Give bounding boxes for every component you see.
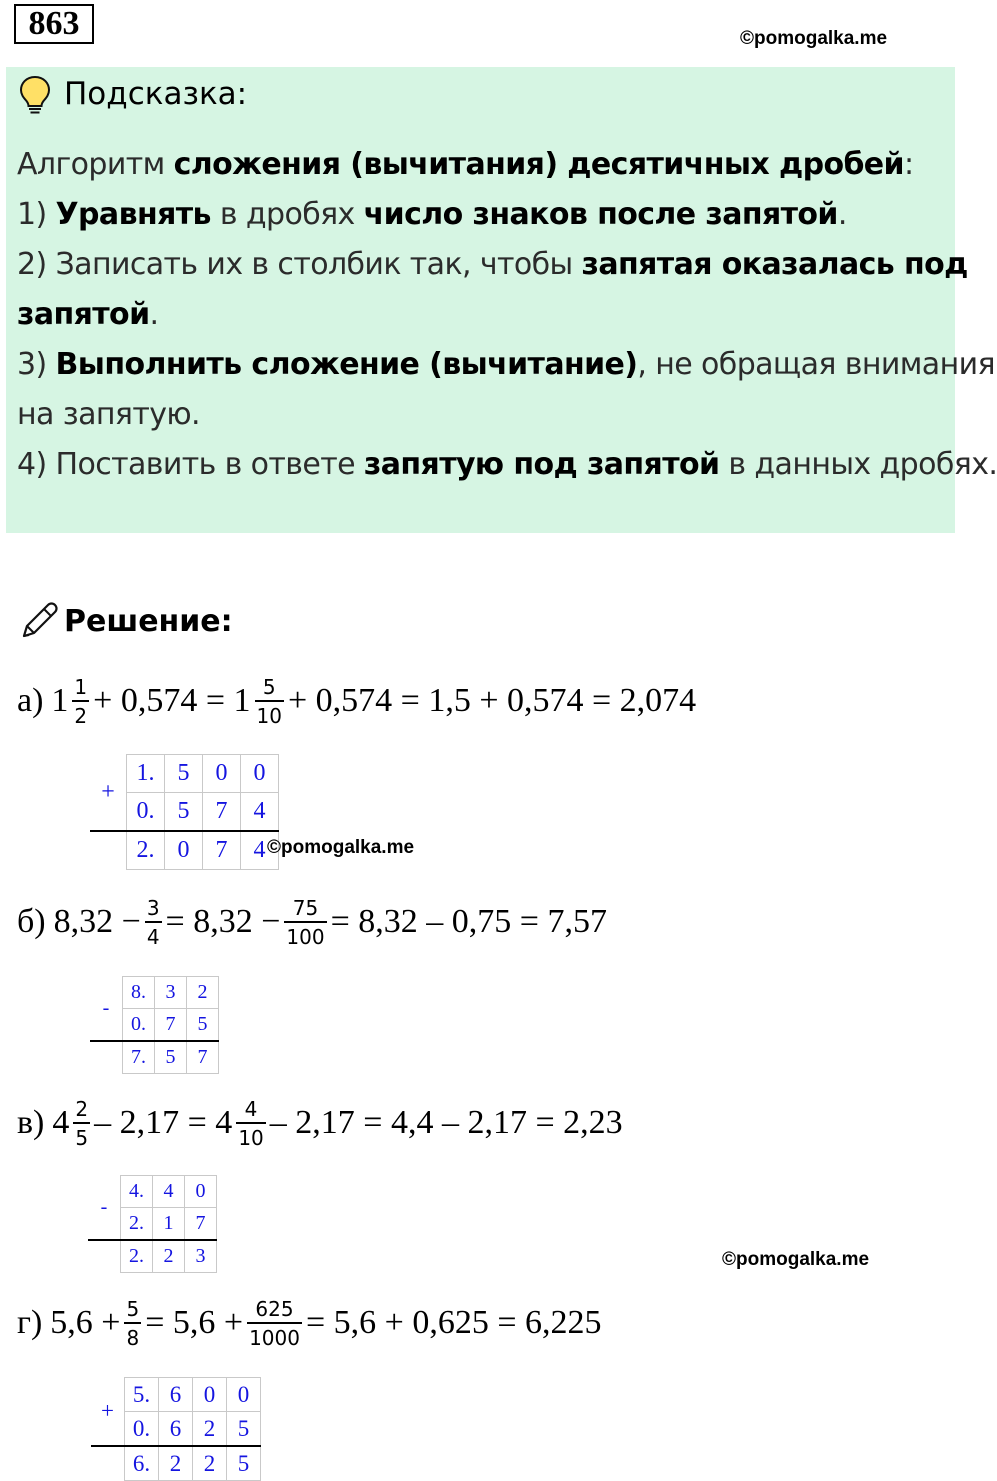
hint-bold-text: Уравнять <box>55 197 211 232</box>
fraction <box>236 1096 265 1150</box>
fraction-denominator: 1000 <box>247 1322 302 1348</box>
column-operator-spacer <box>90 831 127 870</box>
column-digit: 0 <box>227 1378 261 1412</box>
column-digit: 1. <box>127 755 165 793</box>
column-digit: 1 <box>153 1208 185 1241</box>
column-result-row <box>91 1446 261 1481</box>
fraction-numerator: 3 <box>146 895 160 920</box>
column-digit: 7 <box>203 831 241 870</box>
watermark-top: ©pomogalka.me <box>740 28 888 49</box>
hint-text-segment: 3) <box>17 347 56 382</box>
hint-bold-text: запятая оказалась под <box>581 247 968 282</box>
hint-title: Подсказка: <box>64 76 248 112</box>
column-digit: 6 <box>159 1378 193 1412</box>
column-digit: 5 <box>165 793 203 832</box>
equation-text: = 8,32 – 0,75 = 7,57 <box>330 903 607 940</box>
hint-line <box>17 140 947 190</box>
hint-text-segment: 1) <box>17 197 56 232</box>
column-digit: 0. <box>123 1009 155 1042</box>
fraction-numerator: 4 <box>244 1096 258 1121</box>
column-operator: - <box>88 1176 121 1241</box>
hint-text-segment: : <box>903 147 914 182</box>
fraction <box>145 895 162 949</box>
part-label: г) <box>17 1304 43 1341</box>
hint-text-segment: . <box>837 197 847 232</box>
column-digit: 5 <box>155 1041 187 1074</box>
fraction-numerator: 75 <box>292 895 319 920</box>
equation-text: = 5,6 + 0,625 = 6,225 <box>305 1304 602 1341</box>
column-digit: 4 <box>153 1176 185 1208</box>
hint-line <box>17 440 997 490</box>
fraction <box>247 1296 302 1350</box>
column-operator-spacer <box>91 1446 125 1481</box>
fraction <box>73 1096 90 1150</box>
column-digit: 2 <box>153 1240 185 1273</box>
fraction <box>124 1296 141 1350</box>
equation-text: 5,6 + <box>50 1304 121 1341</box>
hint-bold-text: Выполнить сложение (вычитание) <box>55 347 638 382</box>
equation-text: – 2,17 = 4,4 – 2,17 = 2,23 <box>269 1104 623 1141</box>
column-digit: 0. <box>125 1412 159 1447</box>
column-digit: 0. <box>127 793 165 832</box>
equation-text: + 0,574 = 1,5 + 0,574 = 2,074 <box>287 682 697 719</box>
hint-text-segment: в дробях <box>210 197 364 232</box>
fraction-numerator: 5 <box>126 1296 140 1321</box>
equation-line <box>17 889 607 955</box>
fraction-numerator: 1 <box>74 674 88 699</box>
watermark-middle: ©pomogalka.me <box>267 837 415 858</box>
column-calculation <box>88 1175 217 1273</box>
column-digit: 2 <box>193 1446 227 1481</box>
column-digit: 3 <box>155 977 187 1009</box>
hint-bold-text: запятой <box>17 297 150 332</box>
hint-text-segment: , не обращая внимания <box>637 347 995 382</box>
column-digit: 7 <box>203 793 241 832</box>
hint-text-segment: Алгоритм <box>17 147 174 182</box>
fraction-numerator: 625 <box>255 1296 294 1321</box>
column-digit: 4 <box>241 793 279 832</box>
equation-text: – 2,17 = 4 <box>94 1104 233 1141</box>
column-digit: 4 <box>241 831 279 870</box>
hint-text-segment: . <box>149 297 159 332</box>
hint-bold-text: число знаков после запятой <box>363 197 838 232</box>
column-digit: 5. <box>125 1378 159 1412</box>
column-digit: 3 <box>185 1240 217 1273</box>
hint-text-segment: на запятую. <box>17 397 200 432</box>
column-digit: 0 <box>165 831 203 870</box>
part-label: б) <box>17 903 46 940</box>
column-row <box>90 977 219 1009</box>
column-digit: 7. <box>123 1041 155 1074</box>
fraction <box>255 674 284 728</box>
column-digit: 0 <box>241 755 279 793</box>
column-digit: 2 <box>193 1412 227 1447</box>
equation-line <box>17 1090 623 1156</box>
fraction-denominator: 8 <box>124 1322 141 1348</box>
column-result-row <box>90 831 279 870</box>
equation-text: 1 <box>51 682 69 719</box>
column-digit: 8. <box>123 977 155 1009</box>
column-digit: 0 <box>193 1378 227 1412</box>
hint-text-segment: в данных дробях. <box>719 447 997 482</box>
fraction-denominator: 5 <box>73 1122 90 1148</box>
column-digit: 7 <box>155 1009 187 1042</box>
hint-text-segment: 2) Записать их в столбик так, чтобы <box>17 247 582 282</box>
hint-line <box>17 190 947 240</box>
column-digit: 7 <box>185 1208 217 1241</box>
column-digit: 7 <box>187 1041 219 1074</box>
column-digit: 2 <box>187 977 219 1009</box>
column-operator: + <box>90 755 127 832</box>
equation-line <box>17 1290 602 1356</box>
watermark-bottom: ©pomogalka.me <box>722 1249 870 1270</box>
column-digit: 5 <box>187 1009 219 1042</box>
hint-line <box>17 290 947 340</box>
column-digit: 2. <box>121 1208 153 1241</box>
column-digit: 2. <box>127 831 165 870</box>
hint-line <box>17 240 968 290</box>
hint-bold-text: запятую под запятой <box>363 447 720 482</box>
column-digit: 6. <box>125 1446 159 1481</box>
fraction-numerator: 5 <box>262 674 276 699</box>
column-digit: 6 <box>159 1412 193 1447</box>
column-row <box>91 1378 261 1412</box>
equation-text: 8,32 − <box>53 903 141 940</box>
column-digit: 2. <box>121 1240 153 1273</box>
column-result-row <box>88 1240 217 1273</box>
equation-text: 4 <box>52 1104 70 1141</box>
equation-text: = 5,6 + <box>145 1304 244 1341</box>
column-calculation <box>90 976 219 1074</box>
fraction-denominator: 2 <box>72 700 89 726</box>
column-digit: 4. <box>121 1176 153 1208</box>
fraction-denominator: 100 <box>284 921 326 947</box>
column-digit: 5 <box>227 1446 261 1481</box>
task-number: 863 <box>14 4 94 44</box>
part-label: а) <box>17 682 44 719</box>
column-operator-spacer <box>88 1240 121 1273</box>
column-digit: 0 <box>185 1176 217 1208</box>
hint-line <box>17 390 947 440</box>
column-operator: + <box>91 1378 125 1447</box>
fraction <box>72 674 89 728</box>
fraction <box>284 895 326 949</box>
equation-line <box>17 668 696 734</box>
solution-title: Решение: <box>64 604 233 639</box>
column-digit: 5 <box>165 755 203 793</box>
column-digit: 2 <box>159 1446 193 1481</box>
hint-line <box>17 340 995 390</box>
pencil-icon <box>18 600 60 642</box>
fraction-denominator: 10 <box>255 700 284 726</box>
part-label: в) <box>17 1104 45 1141</box>
column-operator: - <box>90 977 123 1042</box>
fraction-numerator: 2 <box>75 1096 89 1121</box>
lightbulb-icon <box>18 74 52 114</box>
column-operator-spacer <box>90 1041 123 1074</box>
equation-text: = 8,32 − <box>165 903 281 940</box>
column-digit: 0 <box>203 755 241 793</box>
column-calculation <box>91 1377 261 1481</box>
hint-text <box>17 140 997 490</box>
hint-bold-text: сложения (вычитания) десятичных дробей <box>173 147 904 182</box>
column-row <box>88 1176 217 1208</box>
hint-text-segment: 4) Поставить в ответе <box>17 447 364 482</box>
fraction-denominator: 4 <box>145 921 162 947</box>
column-calculation <box>90 754 279 870</box>
column-row <box>90 755 279 793</box>
column-digit: 5 <box>227 1412 261 1447</box>
fraction-denominator: 10 <box>236 1122 265 1148</box>
column-result-row <box>90 1041 219 1074</box>
equation-text: + 0,574 = 1 <box>93 682 251 719</box>
